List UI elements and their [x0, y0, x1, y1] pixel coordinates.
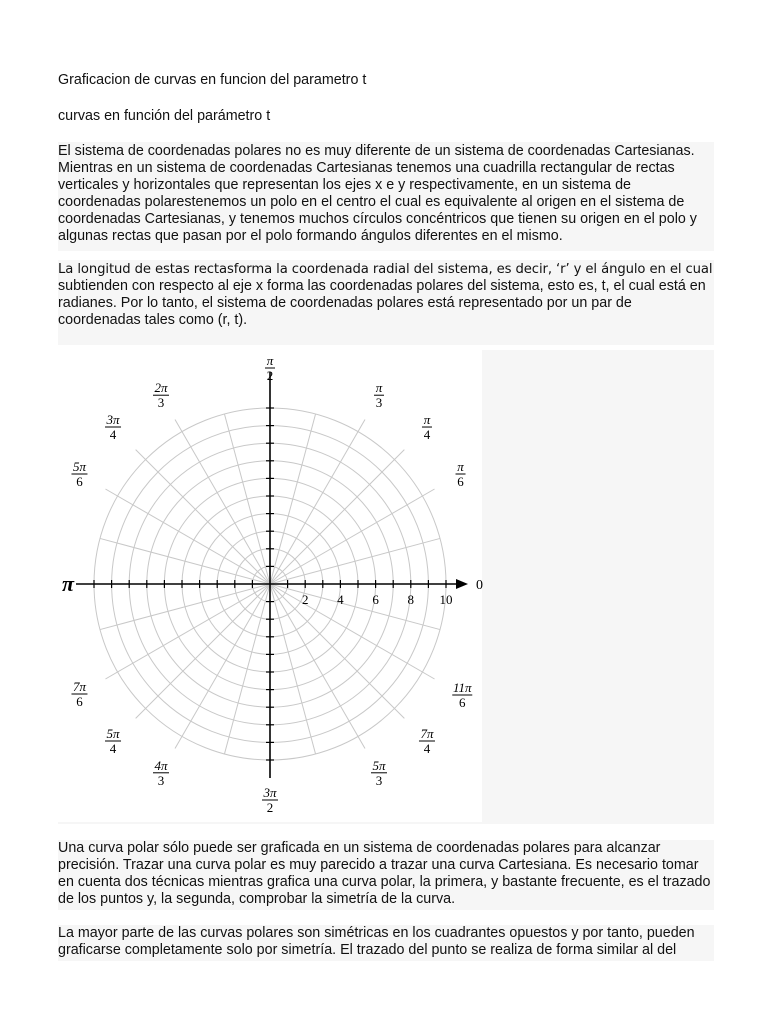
angle-label-numerator: π [423, 412, 431, 428]
angle-label [371, 758, 387, 788]
angle-label [419, 726, 435, 756]
angle-label-denominator: 3 [157, 395, 165, 411]
angle-label [262, 785, 278, 815]
angle-label-numerator: 2π [154, 380, 168, 396]
angle-label-denominator: 3 [157, 772, 165, 788]
document-title: Graficacion de curvas en funcion del parametro t [58, 72, 367, 88]
grid-spoke [100, 584, 270, 630]
radial-tick-label: 4 [337, 592, 344, 607]
angle-label-denominator: 2 [266, 368, 274, 383]
angle-label [374, 380, 384, 410]
angle-label [422, 412, 432, 442]
angle-label [153, 758, 169, 788]
angle-label-denominator: 4 [423, 427, 431, 443]
radial-tick-label: 2 [301, 592, 309, 607]
angle-label-numerator: π [266, 353, 274, 368]
paragraph-rest-text: subtienden con respecto al eje x forma las coordenadas polares del sistema, esto es, t, el cual está en radianes. Por lo tanto, el sistema de coordenadas polares está representado por un par de coordenadas tales como (r, t). [58, 278, 706, 328]
angle-label-numerator: 7π [420, 725, 434, 741]
radial-tick-label: 6 [372, 592, 379, 607]
grid-spoke [270, 584, 440, 630]
paragraph-polar-curve: Una curva polar sólo puede ser graficada en un sistema de coordenadas polares para alcanzar precisión. Trazar una curva polar es muy parecido a trazar una curva Cartesiana. Es necesario tomar en cuenta dos técnicas mientras grafica una curva polar, la primera, y bastante frecuente, es el trazado de los puntos y, la segunda, comprobar la simetría de la curva. [58, 840, 714, 910]
paragraph-radial-coordinate [58, 260, 714, 345]
radial-tick-label: 8 [407, 592, 415, 607]
angle-label-numerator: 11π [452, 680, 472, 695]
paragraph-lead-text: La longitud de estas rectasforma la coordenada radial del sistema, es decir, ‘r’ y el ángulo en el cual [58, 262, 713, 277]
angle-label [265, 353, 275, 383]
angle-label-denominator: 6 [457, 474, 464, 489]
angle-label [105, 726, 121, 756]
angle-label [105, 412, 121, 442]
angle-label-denominator: 4 [109, 740, 117, 756]
angle-label-numerator: 5π [72, 459, 86, 474]
document-subtitle: curvas en función del parámetro t [58, 108, 271, 124]
angle-label [71, 679, 87, 709]
angle-label-denominator: 6 [76, 474, 83, 489]
angle-label [456, 459, 466, 489]
paragraph-symmetry: La mayor parte de las curvas polares son simétricas en los cuadrantes opuestos y por tanto, pueden graficarse completamente solo por simetría. El trazado del punto se realiza de forma similar al del [58, 925, 714, 961]
polar-grid-figure [58, 350, 482, 822]
angle-label-denominator: 6 [459, 695, 466, 710]
angle-label-denominator: 2 [266, 800, 274, 815]
figure-container [58, 350, 714, 824]
angle-label-numerator: 4π [154, 757, 168, 773]
angle-label-numerator: 7π [72, 679, 86, 694]
angle-label-denominator: 3 [375, 772, 383, 788]
grid-spoke [270, 584, 316, 754]
grid-spoke [270, 538, 440, 584]
angle-label-numerator: 3π [106, 412, 120, 428]
angle-label-denominator: 4 [423, 740, 431, 756]
angle-label-numerator: π [457, 459, 464, 474]
angle-label [452, 680, 472, 710]
radial-tick-label: 10 [439, 592, 453, 607]
pi-angle-label: π [62, 571, 75, 596]
grid-spoke [270, 414, 316, 584]
grid-spoke [224, 584, 270, 754]
zero-angle-label: 0 [476, 578, 483, 593]
angle-label [153, 380, 169, 410]
angle-label-numerator: π [375, 380, 383, 396]
angle-label-denominator: 4 [109, 427, 117, 443]
paragraph-polar-intro: El sistema de coordenadas polares no es muy diferente de un sistema de coordenadas Cartesianas. Mientras en un sistema de coordenadas Cartesianas tenemos una cuadrilla rectangular de rectas verticales y horizontales que representan los ejes x e y respectivamente, en un sistema de coordenadas polarestenemos un polo en el centro el cual es equivalente al origen en el sistema de coordenadas Cartesianas, y tenemos muchos círculos concéntricos que tienen su origen en el polo y algunas rectas que pasan por el polo formando ángulos diferentes en el mismo. [58, 142, 714, 251]
grid-spoke [224, 414, 270, 584]
grid-spoke [100, 538, 270, 584]
angle-label-numerator: 5π [106, 725, 120, 741]
angle-label [71, 459, 87, 489]
polar-grid-svg [58, 350, 482, 822]
angle-label-denominator: 6 [76, 694, 83, 709]
angle-label-numerator: 5π [372, 757, 386, 773]
angle-label-denominator: 3 [375, 395, 383, 411]
x-axis-arrow-icon [456, 579, 468, 589]
angle-label-numerator: 3π [263, 785, 277, 800]
